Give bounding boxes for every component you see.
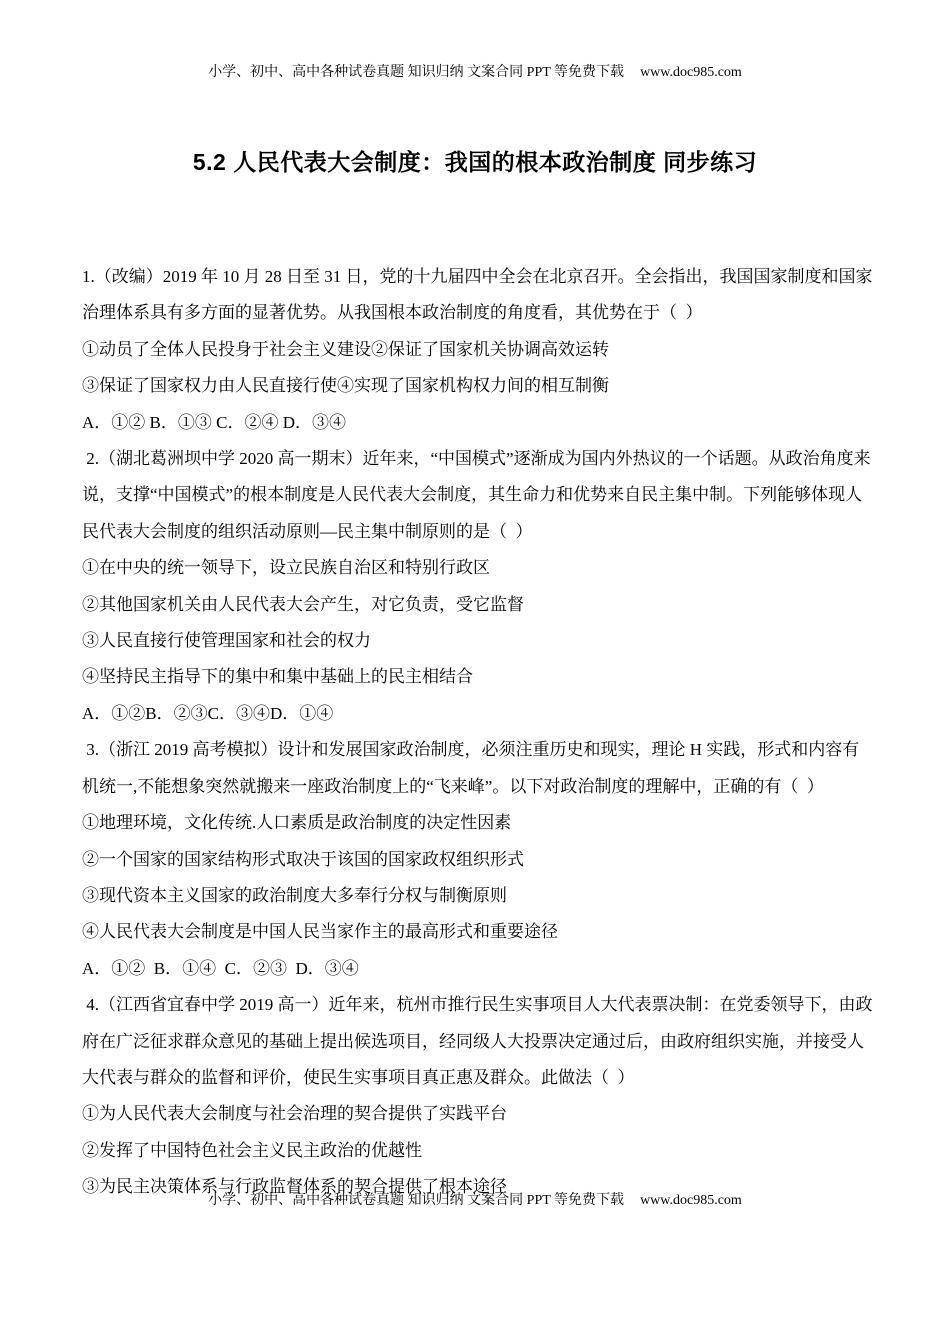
text-line: ④人民代表大会制度是中国人民当家作主的最高形式和重要途径 — [82, 922, 558, 942]
text-line: A．①② B．①④ C．②③ D．③④ — [82, 958, 359, 978]
text-line: ②其他国家机关由人民代表大会产生，对它负责，受它监督 — [82, 594, 524, 614]
text-line: ③人民直接行使管理国家和社会的权力 — [82, 631, 371, 651]
document-title: 5.2 人民代表大会制度：我国的根本政治制度 同步练习 — [192, 149, 758, 175]
text-line: 1.（改编）2019 年 10 月 28 日至 31 日，党的十九届四中全会在北京召开。全会指出，我国国家制度和国家 — [82, 267, 873, 286]
header-promo-text: 小学、初中、高中各种试卷真题 知识归纳 文案合同 PPT 等免费下载 — [208, 65, 625, 80]
question-3 — [82, 732, 874, 987]
text-line: ③为民主决策体系与行政监督体系的契合提供了根本途径 — [82, 1177, 507, 1197]
text-line: 民代表大会制度的组织活动原则—民主集中制原则的是（ ） — [82, 521, 533, 541]
question-2 — [82, 441, 874, 732]
text-line: ③现代资本主义国家的政治制度大多奉行分权与制衡原则 — [82, 885, 507, 905]
text-line: ②一个国家的国家结构形式取决于该国的国家政权组织形式 — [82, 849, 524, 869]
text-line: ①在中央的统一领导下，设立民族自治区和特别行政区 — [82, 558, 490, 578]
text-line: 3.（浙江 2019 高考模拟）设计和发展国家政治制度，必须注重历史和现实，理论 H 实践，形式和内容有 — [82, 740, 860, 760]
page-header — [0, 61, 950, 81]
text-line: ①为人民代表大会制度与社会治理的契合提供了实践平台 — [82, 1104, 507, 1124]
text-line: ①动员了全体人民投身于社会主义建设②保证了国家机关协调高效运转 — [82, 339, 609, 359]
text-line: 4.（江西省宜春中学 2019 高一）近年来，杭州市推行民生实事项目人大代表票决制：在党委领导下，由政 — [82, 995, 873, 1015]
text-line: ①地理环境，文化传统.人口素质是政治制度的决定性因素 — [82, 813, 512, 833]
text-line: 机统一,不能想象突然就搬来一座政治制度上的“飞来峰”。以下对政治制度的理解中，正确的有（ ） — [82, 776, 824, 796]
footer-site-url: www.doc985.com — [640, 1193, 742, 1208]
text-line: A．①② B．①③ C．②④ D．③④ — [82, 412, 346, 432]
question-4 — [82, 987, 874, 1205]
text-line: A．①②B．②③C．③④D．①④ — [82, 703, 334, 723]
text-line: ③保证了国家权力由人民直接行使④实现了国家机构权力间的相互制衡 — [82, 376, 609, 396]
question-1 — [82, 259, 874, 441]
document-body — [82, 259, 874, 1206]
text-line: 府在广泛征求群众意见的基础上提出候选项目，经同级人大投票决定通过后，由政府组织实施，并接受人 — [82, 1031, 864, 1051]
text-line: ④坚持民主指导下的集中和集中基础上的民主相结合 — [82, 667, 473, 687]
text-line: ②发挥了中国特色社会主义民主政治的优越性 — [82, 1140, 422, 1160]
header-site-url: www.doc985.com — [640, 65, 742, 80]
text-line: 大代表与群众的监督和评价，使民生实事项目真正惠及群众。此做法（ ） — [82, 1067, 635, 1087]
text-line: 治理体系具有多方面的显著优势。从我国根本政治制度的角度看，其优势在于（ ） — [82, 303, 703, 323]
text-line: 2.（湖北葛洲坝中学 2020 高一期末）近年来，“中国模式”逐渐成为国内外热议的一个话题。从政治角度来 — [82, 449, 871, 469]
footer-promo-text: 小学、初中、高中各种试卷真题 知识归纳 文案合同 PPT 等免费下载 — [208, 1193, 625, 1208]
page-footer — [0, 1189, 950, 1209]
text-line: 说，支撑“中国模式”的根本制度是人民代表大会制度，其生命力和优势来自民主集中制。下列能够体现人 — [82, 485, 863, 505]
